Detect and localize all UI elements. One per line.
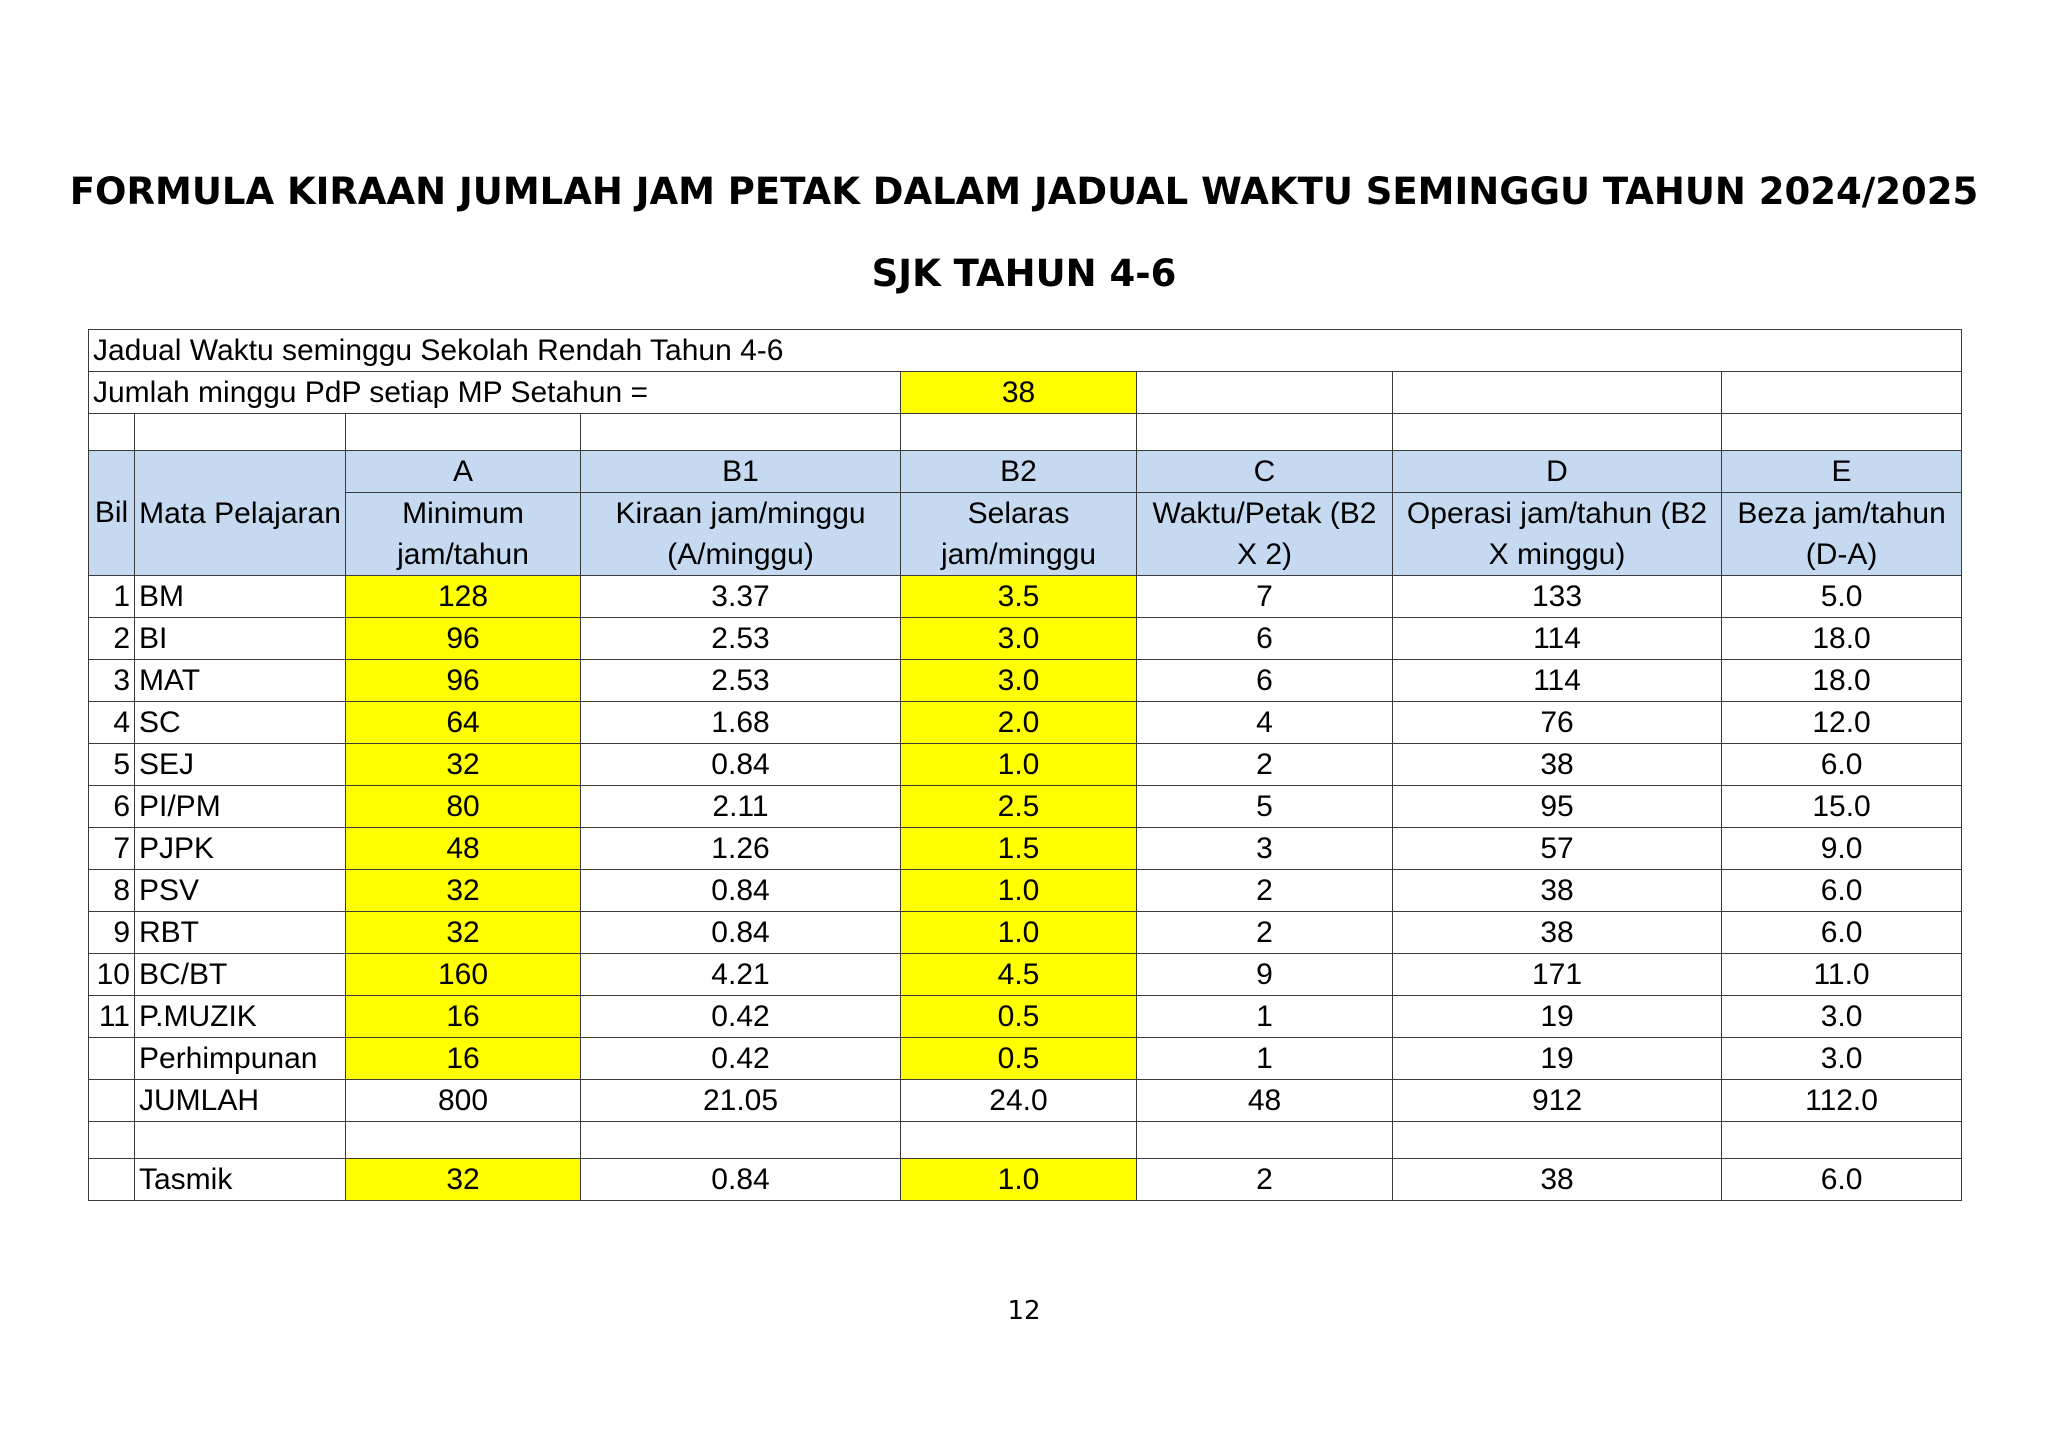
- header-code-a: A: [346, 451, 581, 493]
- cell-d: 912: [1393, 1080, 1722, 1122]
- cell-subject: PI/PM: [135, 786, 346, 828]
- header-label-b1: Kiraan jam/minggu (A/minggu): [581, 493, 901, 576]
- header-label-d: Operasi jam/tahun (B2 X minggu): [1393, 493, 1722, 576]
- cell-c: 6: [1137, 618, 1393, 660]
- weeks-value: 38: [901, 372, 1137, 414]
- table-row: [89, 786, 1962, 828]
- empty-cell: [346, 1122, 581, 1159]
- cell-b2: 0.5: [901, 1038, 1137, 1080]
- cell-subject: SEJ: [135, 744, 346, 786]
- cell-e: 3.0: [1722, 1038, 1962, 1080]
- cell-b2: 4.5: [901, 954, 1137, 996]
- cell-subject: PSV: [135, 870, 346, 912]
- empty-cell: [581, 1122, 901, 1159]
- cell-bil: 10: [89, 954, 135, 996]
- cell-subject: BM: [135, 576, 346, 618]
- cell-e: 6.0: [1722, 912, 1962, 954]
- cell-subject: RBT: [135, 912, 346, 954]
- cell-a: 16: [346, 996, 581, 1038]
- cell-b2: 1.0: [901, 1159, 1137, 1201]
- cell-d: 38: [1393, 870, 1722, 912]
- cell-c: 5: [1137, 786, 1393, 828]
- table-row: [89, 828, 1962, 870]
- header-code-e: E: [1722, 451, 1962, 493]
- cell-b2: 2.5: [901, 786, 1137, 828]
- table-row: [89, 996, 1962, 1038]
- cell-b1: 0.42: [581, 996, 901, 1038]
- empty-cell: [346, 414, 581, 451]
- cell-a: 32: [346, 1159, 581, 1201]
- cell-subject: Perhimpunan: [135, 1038, 346, 1080]
- cell-e: 18.0: [1722, 618, 1962, 660]
- cell-d: 95: [1393, 786, 1722, 828]
- cell-bil: 8: [89, 870, 135, 912]
- cell-bil: 5: [89, 744, 135, 786]
- table-row: [89, 954, 1962, 996]
- cell-d: 133: [1393, 576, 1722, 618]
- cell-e: 5.0: [1722, 576, 1962, 618]
- cell-subject: BC/BT: [135, 954, 346, 996]
- info-row-2: [89, 372, 1962, 414]
- cell-bil: 4: [89, 702, 135, 744]
- cell-bil: [89, 1159, 135, 1201]
- table-row: [89, 1038, 1962, 1080]
- empty-cell: [89, 414, 135, 451]
- cell-e: 18.0: [1722, 660, 1962, 702]
- cell-e: 3.0: [1722, 996, 1962, 1038]
- cell-d: 114: [1393, 618, 1722, 660]
- cell-b2: 24.0: [901, 1080, 1137, 1122]
- header-code-row: [89, 451, 1962, 493]
- cell-bil: [89, 1080, 135, 1122]
- empty-cell: [1393, 1122, 1722, 1159]
- cell-e: 12.0: [1722, 702, 1962, 744]
- cell-subject: Tasmik: [135, 1159, 346, 1201]
- empty-cell: [1393, 414, 1722, 451]
- cell-e: 6.0: [1722, 1159, 1962, 1201]
- cell-bil: [89, 1038, 135, 1080]
- cell-d: 76: [1393, 702, 1722, 744]
- cell-a: 96: [346, 660, 581, 702]
- empty-cell: [135, 1122, 346, 1159]
- cell-a: 48: [346, 828, 581, 870]
- cell-c: 2: [1137, 1159, 1393, 1201]
- cell-bil: 3: [89, 660, 135, 702]
- cell-b1: 0.84: [581, 1159, 901, 1201]
- header-label-c: Waktu/Petak (B2 X 2): [1137, 493, 1393, 576]
- cell-bil: 11: [89, 996, 135, 1038]
- cell-d: 114: [1393, 660, 1722, 702]
- cell-bil: 2: [89, 618, 135, 660]
- cell-c: 2: [1137, 912, 1393, 954]
- cell-d: 171: [1393, 954, 1722, 996]
- cell-a: 96: [346, 618, 581, 660]
- header-label-a: Minimum jam/tahun: [346, 493, 581, 576]
- page-title: FORMULA KIRAAN JUMLAH JAM PETAK DALAM JADUAL WAKTU SEMINGGU TAHUN 2024/2025: [69, 170, 1979, 213]
- cell-bil: 1: [89, 576, 135, 618]
- cell-b2: 3.0: [901, 618, 1137, 660]
- cell-a: 32: [346, 870, 581, 912]
- empty-cell: [1722, 414, 1962, 451]
- cell-b1: 0.42: [581, 1038, 901, 1080]
- header-bil: Bil: [89, 451, 135, 576]
- cell-subject: JUMLAH: [135, 1080, 346, 1122]
- cell-subject: BI: [135, 618, 346, 660]
- cell-b1: 0.84: [581, 870, 901, 912]
- empty-cell: [581, 414, 901, 451]
- cell-d: 57: [1393, 828, 1722, 870]
- spacer-row: [89, 414, 1962, 451]
- cell-d: 38: [1393, 912, 1722, 954]
- weeks-label: Jumlah minggu PdP setiap MP Setahun =: [89, 372, 901, 414]
- cell-subject: P.MUZIK: [135, 996, 346, 1038]
- cell-b2: 2.0: [901, 702, 1137, 744]
- cell-c: 7: [1137, 576, 1393, 618]
- header-label-row: [89, 493, 1962, 576]
- cell-a: 160: [346, 954, 581, 996]
- cell-e: 15.0: [1722, 786, 1962, 828]
- table-row: [89, 618, 1962, 660]
- cell-b2: 1.0: [901, 744, 1137, 786]
- cell-bil: 7: [89, 828, 135, 870]
- cell-subject: SC: [135, 702, 346, 744]
- tasmik-row: [89, 1159, 1962, 1201]
- cell-a: 80: [346, 786, 581, 828]
- empty-cell: [1137, 414, 1393, 451]
- cell-a: 64: [346, 702, 581, 744]
- cell-c: 4: [1137, 702, 1393, 744]
- cell-c: 48: [1137, 1080, 1393, 1122]
- cell-c: 2: [1137, 870, 1393, 912]
- header-code-d: D: [1393, 451, 1722, 493]
- cell-b1: 0.84: [581, 912, 901, 954]
- empty-cell: [1137, 372, 1393, 414]
- cell-e: 112.0: [1722, 1080, 1962, 1122]
- cell-e: 6.0: [1722, 870, 1962, 912]
- cell-d: 38: [1393, 1159, 1722, 1201]
- cell-b2: 0.5: [901, 996, 1137, 1038]
- cell-b2: 1.0: [901, 870, 1137, 912]
- empty-cell: [1393, 372, 1722, 414]
- cell-c: 1: [1137, 996, 1393, 1038]
- header-label-e: Beza jam/tahun (D-A): [1722, 493, 1962, 576]
- cell-d: 19: [1393, 996, 1722, 1038]
- cell-b2: 3.0: [901, 660, 1137, 702]
- cell-subject: PJPK: [135, 828, 346, 870]
- empty-cell: [901, 1122, 1137, 1159]
- table-row: [89, 702, 1962, 744]
- empty-cell: [135, 414, 346, 451]
- table-row: [89, 660, 1962, 702]
- header-code-b1: B1: [581, 451, 901, 493]
- spacer-row: [89, 1122, 1962, 1159]
- cell-c: 3: [1137, 828, 1393, 870]
- table-row: [89, 744, 1962, 786]
- cell-e: 9.0: [1722, 828, 1962, 870]
- cell-e: 6.0: [1722, 744, 1962, 786]
- cell-b1: 4.21: [581, 954, 901, 996]
- header-label-b2: Selaras jam/minggu: [901, 493, 1137, 576]
- info-line-1: Jadual Waktu seminggu Sekolah Rendah Tahun 4-6: [89, 330, 1962, 372]
- cell-a: 800: [346, 1080, 581, 1122]
- table-row: [89, 576, 1962, 618]
- cell-d: 38: [1393, 744, 1722, 786]
- info-row-1: [89, 330, 1962, 372]
- empty-cell: [1722, 1122, 1962, 1159]
- cell-a: 32: [346, 744, 581, 786]
- total-row: [89, 1080, 1962, 1122]
- cell-a: 16: [346, 1038, 581, 1080]
- empty-cell: [1722, 372, 1962, 414]
- cell-b1: 2.11: [581, 786, 901, 828]
- cell-b1: 21.05: [581, 1080, 901, 1122]
- cell-b2: 1.0: [901, 912, 1137, 954]
- empty-cell: [89, 1122, 135, 1159]
- cell-c: 9: [1137, 954, 1393, 996]
- cell-b1: 1.68: [581, 702, 901, 744]
- cell-b1: 1.26: [581, 828, 901, 870]
- cell-a: 32: [346, 912, 581, 954]
- cell-subject: MAT: [135, 660, 346, 702]
- empty-cell: [901, 414, 1137, 451]
- empty-cell: [1137, 1122, 1393, 1159]
- cell-bil: 6: [89, 786, 135, 828]
- cell-b1: 2.53: [581, 660, 901, 702]
- cell-c: 6: [1137, 660, 1393, 702]
- page-subtitle: SJK TAHUN 4-6: [871, 252, 1177, 295]
- table-row: [89, 870, 1962, 912]
- header-code-b2: B2: [901, 451, 1137, 493]
- hours-table: [88, 329, 1962, 1201]
- header-code-c: C: [1137, 451, 1393, 493]
- page-number: 12: [1007, 1296, 1041, 1326]
- cell-c: 1: [1137, 1038, 1393, 1080]
- cell-e: 11.0: [1722, 954, 1962, 996]
- cell-bil: 9: [89, 912, 135, 954]
- cell-a: 128: [346, 576, 581, 618]
- cell-b1: 0.84: [581, 744, 901, 786]
- cell-b2: 1.5: [901, 828, 1137, 870]
- cell-b1: 3.37: [581, 576, 901, 618]
- cell-d: 19: [1393, 1038, 1722, 1080]
- cell-b2: 3.5: [901, 576, 1137, 618]
- cell-c: 2: [1137, 744, 1393, 786]
- table-row: [89, 912, 1962, 954]
- cell-b1: 2.53: [581, 618, 901, 660]
- header-subject: Mata Pelajaran: [135, 451, 346, 576]
